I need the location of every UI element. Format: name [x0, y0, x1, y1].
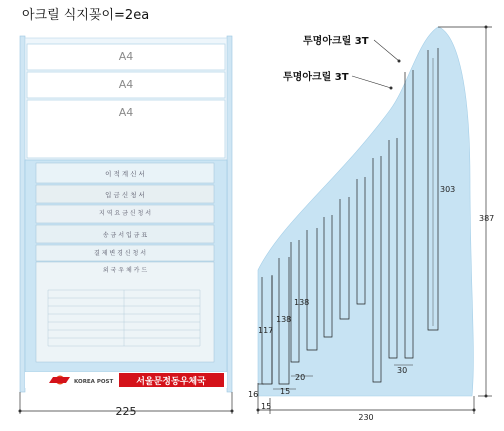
width-label: 225 — [115, 405, 137, 418]
h138b-label: 138 — [276, 315, 292, 324]
leader-lines — [352, 40, 399, 88]
form-6 — [36, 262, 214, 362]
d30-label: 30 — [397, 366, 408, 375]
a4-label-1: A4 — [118, 50, 134, 63]
form-stack — [36, 163, 214, 362]
side-view — [248, 26, 494, 423]
form-1-title: 이 적 계 신 서 — [105, 170, 145, 178]
form-2-title: 입 금 신 청 서 — [105, 191, 145, 199]
d15a-label: 15 — [280, 387, 291, 396]
h117-label: 117 — [258, 326, 274, 335]
front-view — [19, 36, 234, 418]
mid-acrylic-label: 투명아크릴 3T — [283, 72, 349, 83]
d15b-label: 15 — [261, 402, 272, 411]
w230-label: 230 — [358, 413, 374, 422]
h138a-label: 138 — [294, 298, 310, 307]
a4-label-3: A4 — [118, 106, 134, 119]
form-3-title: 지 역 요 금 신 청 서 — [98, 210, 152, 217]
page-title: 아크릴 식지꽂이=2ea — [22, 8, 150, 23]
form-6-title: 외 국 우 체 카 드 — [102, 267, 148, 274]
logo-text: KOREA POST — [74, 379, 114, 385]
h303-label: 303 — [440, 185, 456, 194]
h387-label: 387 — [479, 214, 495, 223]
banner-text: 서울문정동우체국 — [136, 377, 206, 387]
d20-label: 20 — [295, 373, 306, 382]
a4-label-2: A4 — [118, 78, 134, 91]
top-acrylic-label: 투명아크릴 3T — [303, 36, 369, 47]
left-rail — [20, 36, 25, 392]
form-5-title: 결 제 변 경 신 청 서 — [93, 250, 147, 257]
d16-label: 16 — [248, 390, 259, 399]
right-rail — [227, 36, 232, 392]
form-4-title: 송 금 서 입 금 표 — [102, 232, 148, 239]
